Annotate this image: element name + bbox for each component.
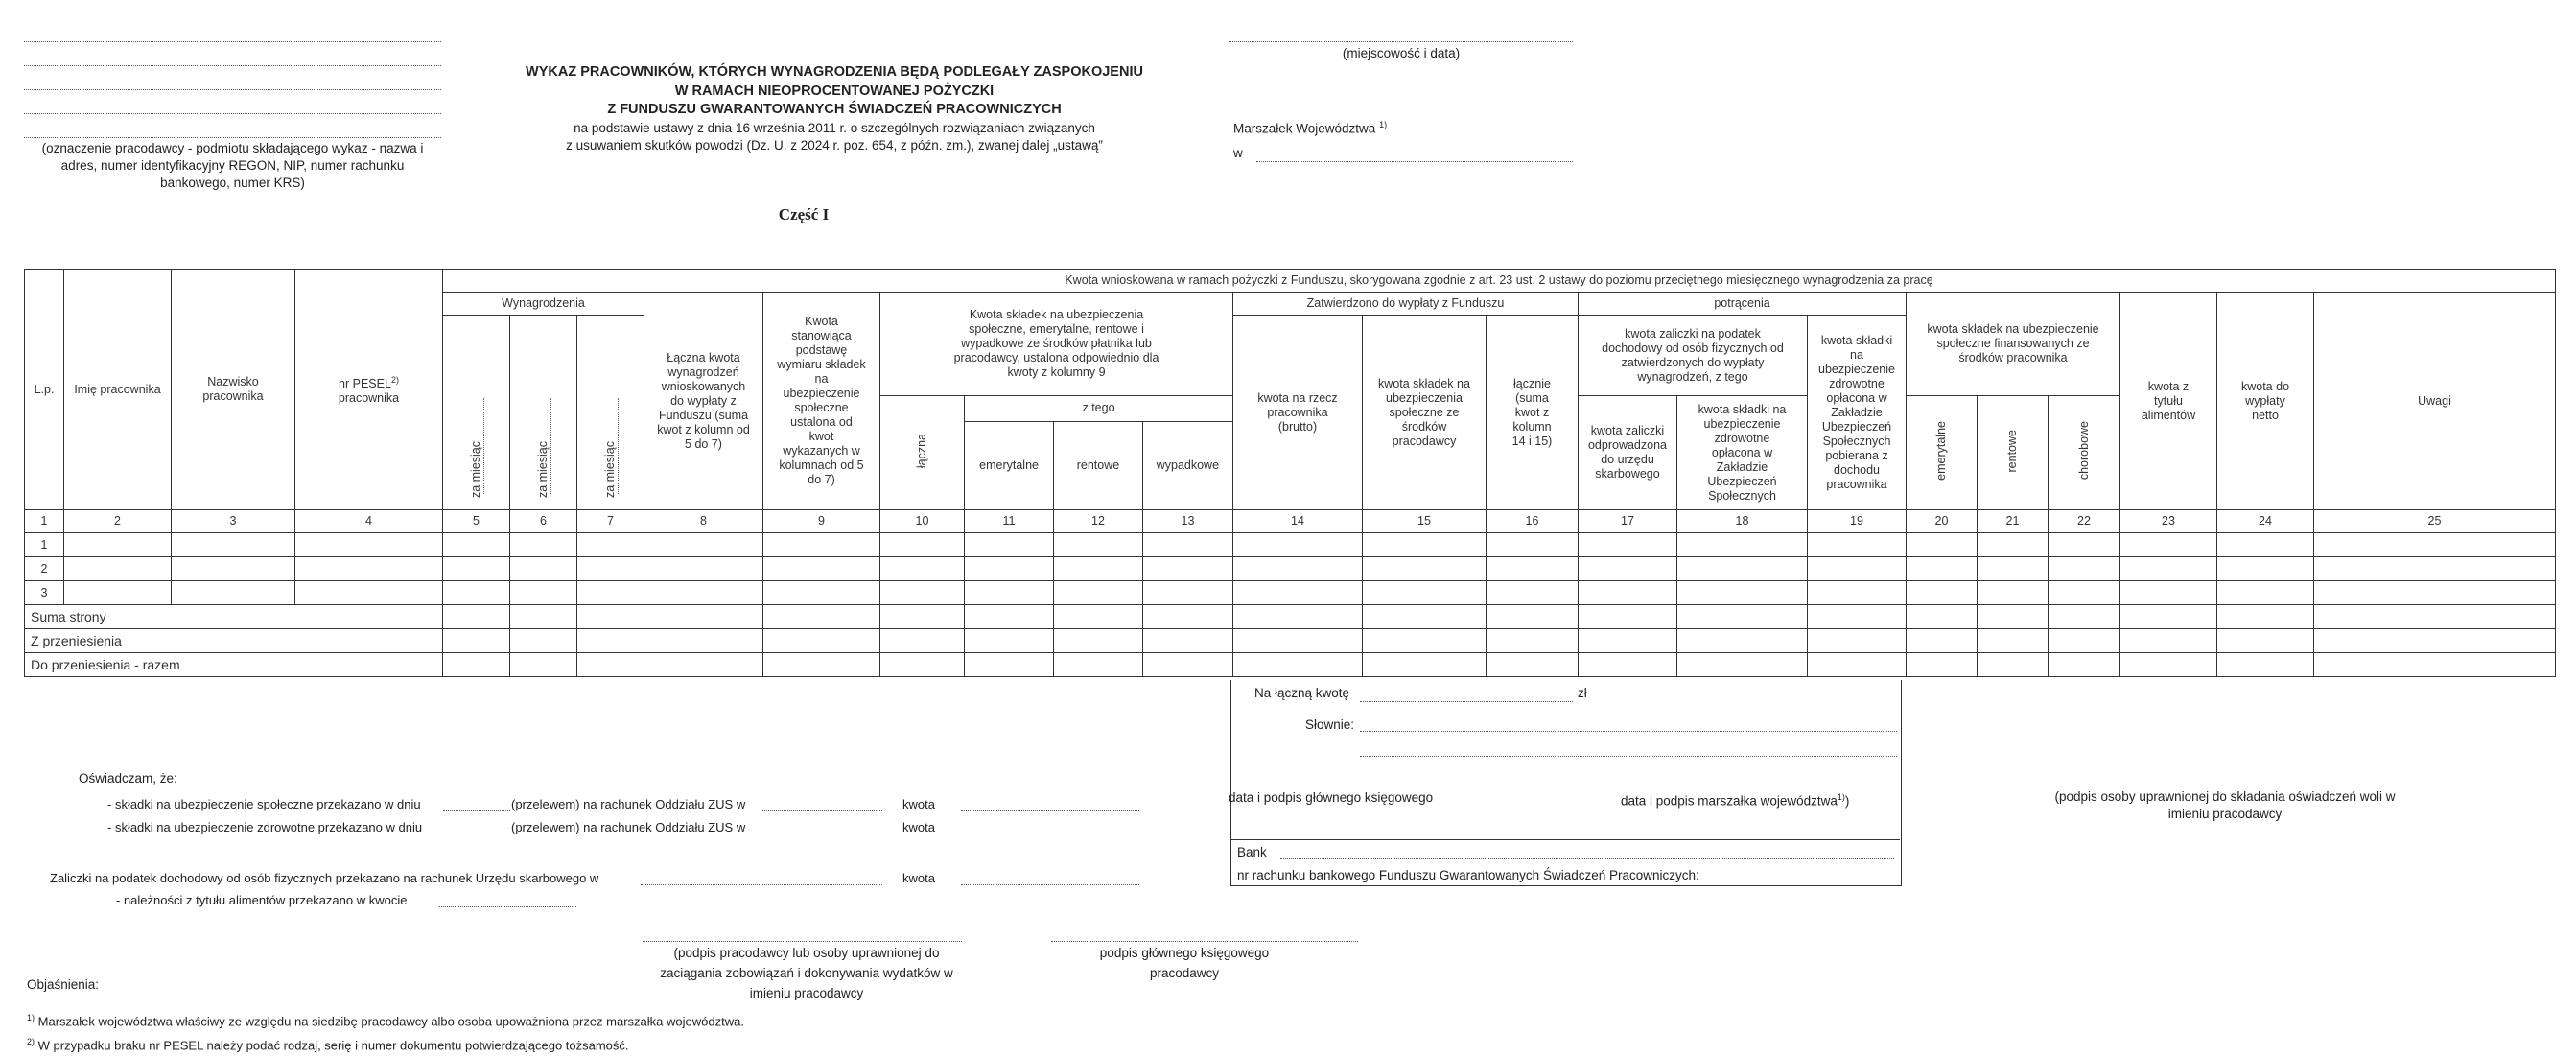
column-number: 15 [1363,510,1487,533]
table-cell[interactable] [2217,533,2314,557]
column-number: 17 [1579,510,1677,533]
th-remarks: Uwagi [2314,293,2556,510]
th-accident: wypadkowe [1156,458,1220,472]
sum-cell[interactable] [443,605,510,629]
table-cell[interactable] [2217,557,2314,581]
sum-cell[interactable] [2217,605,2314,629]
column-number: 11 [965,510,1054,533]
column-number: 5 [443,510,510,533]
th-of-which-group [965,396,1233,510]
th-month-1: za miesiąc [443,316,510,510]
table-cell[interactable] [2049,533,2120,557]
amount-label-1: kwota [902,797,935,811]
sum-cell[interactable] [1233,653,1363,677]
table-cell[interactable] [1978,581,2049,605]
sum-cell[interactable] [880,653,965,677]
sum-cell[interactable] [1054,629,1143,653]
column-number: 2 [64,510,172,533]
table-cell[interactable] [1233,581,1363,605]
table-cell[interactable] [1808,533,1907,557]
table-cell[interactable] [577,533,644,557]
authorized-sig-note: (podpis osoby uprawnionej do składania oświadczeń woli w imieniu pracodawcy [2054,789,2396,821]
column-number: 19 [1808,510,1907,533]
sum-cell[interactable] [763,653,880,677]
table-cell[interactable] [763,533,880,557]
table-cell[interactable] [763,581,880,605]
table-cell[interactable] [2314,557,2556,581]
th-lp: L.p. [25,270,64,510]
table-cell[interactable] [1907,557,1978,581]
column-number: 24 [2217,510,2314,533]
declaration-title: Oświadczam, że: [79,771,177,786]
column-number: 8 [644,510,763,533]
table-cell[interactable] [1808,557,1907,581]
table-cell[interactable] [1579,533,1677,557]
table-cell[interactable] [510,557,577,581]
chief-sig-label: podpis głównego księgowego pracodawcy [1099,946,1270,980]
total-amount-field[interactable] [1360,701,1573,702]
table-cell[interactable] [2314,581,2556,605]
table-cell[interactable] [577,581,644,605]
sum-cell[interactable] [1487,653,1579,677]
table-cell[interactable] [443,557,510,581]
employer-line-4[interactable] [24,113,441,114]
table-cell[interactable] [510,581,577,605]
chief-accountant-sig-label: data i podpis głównego księgowego [1229,790,1434,805]
carried-in-row [25,629,2556,653]
sum-cell[interactable] [1907,605,1978,629]
row-number: 3 [25,581,64,605]
table-cell[interactable] [1579,581,1677,605]
currency-label: zł [1578,686,1587,700]
table-cell[interactable] [1978,533,2049,557]
column-number: 22 [2049,510,2120,533]
table-cell[interactable] [763,557,880,581]
table-cell[interactable] [2049,581,2120,605]
table-cell[interactable] [2120,533,2217,557]
words-field-2[interactable] [1360,756,1897,757]
table-cell[interactable] [1143,557,1233,581]
sum-cell[interactable] [1233,605,1363,629]
sum-cell[interactable] [1487,605,1579,629]
sum-cell[interactable] [1579,629,1677,653]
th-wages: Wynagrodzenia [443,293,644,316]
table-cell[interactable] [172,533,295,557]
sum-cell[interactable] [965,605,1054,629]
table-cell[interactable] [1054,533,1143,557]
table-row [25,581,2556,605]
th-month-2: za miesiąc [510,316,577,510]
sum-cell[interactable] [1808,653,1907,677]
row-number: 2 [25,557,64,581]
th-contrib-total: łączna [880,396,965,510]
table-cell[interactable] [172,581,295,605]
th-gross: kwota na rzecz pracownika (brutto) [1233,316,1363,510]
table-cell[interactable] [172,557,295,581]
sum-cell[interactable] [763,605,880,629]
th-emp-disability: rentowe [1978,396,2049,510]
table-cell[interactable] [1054,581,1143,605]
sum-cell[interactable] [1579,653,1677,677]
th-pesel: nr PESEL$^{2)}$ pracownika [295,270,443,510]
table-cell[interactable] [510,533,577,557]
sum-page-row [25,605,2556,629]
table-cell[interactable] [880,581,965,605]
marshal-label: Marszałek Województwa $^{1)}$ [1233,120,1388,136]
th-deductions: potrącenia [1579,293,1907,316]
title-line-1: WYKAZ PRACOWNIKÓW, KTÓRYCH WYNAGRODZENIA BĘDĄ PODLEGAŁY ZASPOKOJENIU [526,64,1143,80]
th-health-paid: kwota składki na ubezpieczenie zdrowotne opłacona w Zakładzie Ubezpieczeń Społecznych [1677,396,1808,510]
column-number: 20 [1907,510,1978,533]
sum-cell[interactable] [763,629,880,653]
th-contrib-base: Kwota stanowiąca podstawę wymiaru składek na ubezpieczenie społeczne ustalona od kwot wykazanych w kolumnach od 5 do 7) [763,293,880,510]
column-number: 14 [1233,510,1363,533]
sum-cell[interactable] [1677,653,1808,677]
table-cell[interactable] [2217,581,2314,605]
table-cell[interactable] [880,533,965,557]
th-approved: Zatwierdzono do wypłaty z Funduszu [1233,293,1579,316]
column-number: 7 [577,510,644,533]
social-date-field[interactable] [443,810,510,811]
column-number: 21 [1978,510,2049,533]
sum-cell[interactable] [1143,605,1233,629]
sum-cell[interactable] [2314,605,2556,629]
sum-cell[interactable] [2049,629,2120,653]
sum-cell[interactable] [1808,629,1907,653]
alimony-line: - należności z tytułu alimentów przekazano w kwocie [116,893,408,907]
th-top-header: Kwota wnioskowana w ramach pożyczki z Funduszu, skorygowana zgodnie z art. 23 ust. 2 ustawy do poziomu przeciętnego miesięcznego wynagrodzenia za pracę [443,270,2556,293]
table-cell[interactable] [1677,533,1808,557]
title-sub-line-1: na podstawie ustawy z dnia 16 września 2011 r. o szczególnych rozwiązaniach związanych [574,120,1095,135]
bank-field[interactable] [1280,858,1894,859]
table-cell[interactable] [295,557,443,581]
sum-cell[interactable] [577,605,644,629]
sum-cell[interactable] [1363,653,1487,677]
place-date-line[interactable] [1229,41,1573,42]
part-title: Część I [778,205,830,223]
table-row [25,557,2556,581]
sum-cell[interactable] [1978,605,2049,629]
sum-cell[interactable] [1907,629,1978,653]
th-emp-pension: emerytalne [1907,396,1978,510]
sum-cell[interactable] [2049,605,2120,629]
sum-cell[interactable] [2314,629,2556,653]
sum-cell[interactable] [510,605,577,629]
table-cell[interactable] [64,557,172,581]
amount-field-1[interactable] [961,810,1139,811]
th-health-zus: kwota składki na ubezpieczenie zdrowotne opłacona w Zakładzie Ubezpieczeń Społecznych pobierana z dochodu pracownika [1808,316,1907,510]
th-employer-contrib: Kwota składek na ubezpieczenia społeczne, emerytalne, rentowe i wypadkowe ze środków płatnika lub pracodawcy, ustalona odpowiednio dla kwoty z kolumny 9 [880,293,1233,396]
th-tax-advance: kwota zaliczki na podatek dochodowy od osób fizycznych od zatwierdzonych do wypłaty wynagrodzeń, z tego [1579,316,1808,396]
sum-cell[interactable] [443,653,510,677]
sum-cell[interactable] [1579,605,1677,629]
footnotes-title: Objaśnienia: [27,977,100,992]
row-number: 1 [25,533,64,557]
column-number: 16 [1487,510,1579,533]
amount-label-2: kwota [902,820,935,834]
column-number: 13 [1143,510,1233,533]
table-cell[interactable] [965,581,1054,605]
sum-cell[interactable] [1978,653,2049,677]
sum-cell[interactable] [1143,629,1233,653]
transfer-label-1: (przelewem) na rachunek Oddziału ZUS w [511,797,746,811]
zus-branch-field-1[interactable] [762,810,882,811]
table-cell[interactable] [1487,533,1579,557]
amount-field-3[interactable] [961,884,1139,885]
table-cell[interactable] [644,557,763,581]
column-number: 10 [880,510,965,533]
column-number: 12 [1054,510,1143,533]
sum-cell[interactable] [1808,605,1907,629]
amount-label-3: kwota [902,871,935,885]
sum-cell[interactable] [644,629,763,653]
table-cell[interactable] [64,581,172,605]
table-cell[interactable] [64,533,172,557]
sum-cell[interactable] [1363,605,1487,629]
marshal-w-label: w [1233,146,1243,160]
table-cell[interactable] [1907,581,1978,605]
title-line-3: Z FUNDUSZU GWARANTOWANYCH ŚWIADCZEŃ PRACOWNICZYCH [607,102,1062,117]
table-row [25,533,2556,557]
transfer-label-2: (przelewem) na rachunek Oddziału ZUS w [511,820,746,834]
sum-cell[interactable] [2120,605,2217,629]
sum-cell[interactable] [1677,605,1808,629]
table-cell[interactable] [965,557,1054,581]
sum-cell[interactable] [1054,653,1143,677]
table-cell[interactable] [1677,581,1808,605]
marshal-sig-label: data i podpis marszałka województwa$^{1)}$) [1621,792,1850,809]
alimony-amount-field[interactable] [439,906,576,907]
table-cell[interactable] [1907,533,1978,557]
sum-cell[interactable] [2120,629,2217,653]
sum-cell[interactable] [644,653,763,677]
sum-cell[interactable] [965,653,1054,677]
table-cell[interactable] [1808,581,1907,605]
title-sub-line-2: z usuwaniem skutków powodzi (Dz. U. z 2024 r. poz. 654, z późn. zm.), zwanej dalej „ustawą” [566,137,1103,153]
bank-label: Bank [1237,845,1267,859]
sum-cell[interactable] [2217,629,2314,653]
table-cell[interactable] [1143,533,1233,557]
table-cell[interactable] [1487,557,1579,581]
employer-line-1[interactable] [24,41,441,42]
table-cell[interactable] [1579,557,1677,581]
table-cell[interactable] [577,557,644,581]
table-cell[interactable] [1363,533,1487,557]
th-last-name: Nazwisko pracownika [172,270,295,510]
tax-office-field[interactable] [641,884,882,885]
totals-box [1230,680,1902,886]
document-title [451,63,1218,154]
sum-cell[interactable] [1487,629,1579,653]
table-cell[interactable] [2120,581,2217,605]
table-cell[interactable] [2314,533,2556,557]
sum-cell[interactable] [1677,629,1808,653]
title-line-2: W RAMACH NIEOPROCENTOWANEJ POŻYCZKI [674,82,995,99]
sum-cell[interactable] [1143,653,1233,677]
table-cell[interactable] [295,533,443,557]
carried-out-row-label: Do przeniesienia - razem [25,653,443,677]
th-net: kwota do wypłaty netto [2217,293,2314,510]
sum-cell[interactable] [965,629,1054,653]
words-label: Słownie: [1305,717,1355,732]
declaration-line-2: - składki na ubezpieczenie zdrowotne przekazano w dniu [107,820,423,834]
table-cell[interactable] [1487,581,1579,605]
th-total-wages: Łączna kwota wynagrodzeń wnioskowanych do wypłaty z Funduszu (suma kwot z kolumn od 5 do 7) [644,293,763,510]
column-number: 23 [2120,510,2217,533]
sum-cell[interactable] [510,629,577,653]
table-cell[interactable] [1233,557,1363,581]
sum-cell[interactable] [1054,605,1143,629]
employer-line-5[interactable] [24,137,441,138]
th-alimony: kwota z tytułu alimentów [2120,293,2217,510]
sum-cell[interactable] [2217,653,2314,677]
column-number: 3 [172,510,295,533]
employer-sig-line[interactable] [643,941,962,942]
sum-cell[interactable] [577,629,644,653]
table-cell[interactable] [443,533,510,557]
employer-line-3[interactable] [24,89,441,90]
table-cell[interactable] [1677,557,1808,581]
total-amount-label: Na łączną kwotę [1254,686,1350,700]
sum-cell[interactable] [1233,629,1363,653]
sum-cell[interactable] [577,653,644,677]
th-disability: rentowe [1054,421,1143,509]
chief-sig-line[interactable] [1051,941,1358,942]
sum-cell[interactable] [1363,629,1487,653]
table-cell[interactable] [2049,557,2120,581]
sum-page-row-label: Suma strony [25,605,443,629]
footnote-1: $^{1)}$ Marszałek województwa właściwy ze względu na siedzibę pracodawcy albo osoba upoważniona przez marszałka województwa. [27,1013,744,1029]
column-number: 9 [763,510,880,533]
employer-line-2[interactable] [24,65,441,66]
employer-sig-label: (podpis pracodawcy lub osoby uprawnionej do zaciągania zobowiązań i dokonywania wydatków w imieniu pracodawcy [660,946,953,1000]
column-number: 25 [2314,510,2556,533]
tax-line: Zaliczki na podatek dochodowy od osób fizycznych przekazano na rachunek Urzędu skarbowego w [50,871,599,885]
employer-note: (oznaczenie pracodawcy - podmiotu składającego wykaz - nazwa i adres, numer identyfikacyjny REGON, NIP, numer rachunku bankowego, numer KRS) [41,141,424,190]
place-date-label: (miejscowość i data) [1342,46,1461,60]
sum-cell[interactable] [2314,653,2556,677]
marshal-w-line[interactable] [1256,161,1573,162]
table-cell[interactable] [965,533,1054,557]
th-employee-social: kwota składek na ubezpieczenie społeczne finansowanych ze środków pracownika [1907,293,2120,396]
sum-cell[interactable] [510,653,577,677]
column-number: 4 [295,510,443,533]
th-employer-social: kwota składek na ubezpieczenia społeczne ze środków pracodawcy [1363,316,1487,510]
sum-cell[interactable] [880,629,965,653]
table-cell[interactable] [1978,557,2049,581]
column-number: 1 [25,510,64,533]
th-first-name: Imię pracownika [64,270,172,510]
table-cell[interactable] [1143,581,1233,605]
declaration-line-1: - składki na ubezpieczenie społeczne przekazano w dniu [107,797,421,811]
carried-out-row [25,653,2556,677]
sum-cell[interactable] [2049,653,2120,677]
th-month-3: za miesiąc [577,316,644,510]
table-cell[interactable] [644,581,763,605]
table-cell[interactable] [1233,533,1363,557]
sum-cell[interactable] [880,605,965,629]
table-cell[interactable] [2120,557,2217,581]
th-emp-sickness: chorobowe [2049,396,2120,510]
sum-cell[interactable] [1978,629,2049,653]
bank-box-top [1230,839,1900,840]
employees-table [24,269,2556,677]
column-number: 6 [510,510,577,533]
sum-cell[interactable] [2120,653,2217,677]
table-cell[interactable] [644,533,763,557]
fund-account-label: nr rachunku bankowego Funduszu Gwarantowanych Świadczeń Pracowniczych: [1237,868,1699,882]
words-field-1[interactable] [1360,731,1897,732]
sum-cell[interactable] [644,605,763,629]
table-cell[interactable] [880,557,965,581]
th-pension: emerytalne [965,421,1054,509]
column-number: 18 [1677,510,1808,533]
table-cell[interactable] [1363,557,1487,581]
table-cell[interactable] [1363,581,1487,605]
table-cell[interactable] [443,581,510,605]
th-tax-advance-paid: kwota zaliczki odprowadzona do urzędu skarbowego [1579,396,1677,510]
column-numbers-row [25,510,2556,533]
table-cell[interactable] [295,581,443,605]
carried-in-row-label: Z przeniesienia [25,629,443,653]
table-cell[interactable] [1054,557,1143,581]
th-of-which: z tego [965,396,1232,421]
th-sum-14-15: łącznie (suma kwot z kolumn 14 i 15) [1487,316,1579,510]
footnote-2: $^{2)}$ W przypadku braku nr PESEL należy podać rodzaj, serię i numer dokumentu potwierdzającego tożsamość. [27,1037,629,1053]
sum-cell[interactable] [443,629,510,653]
sum-cell[interactable] [1907,653,1978,677]
